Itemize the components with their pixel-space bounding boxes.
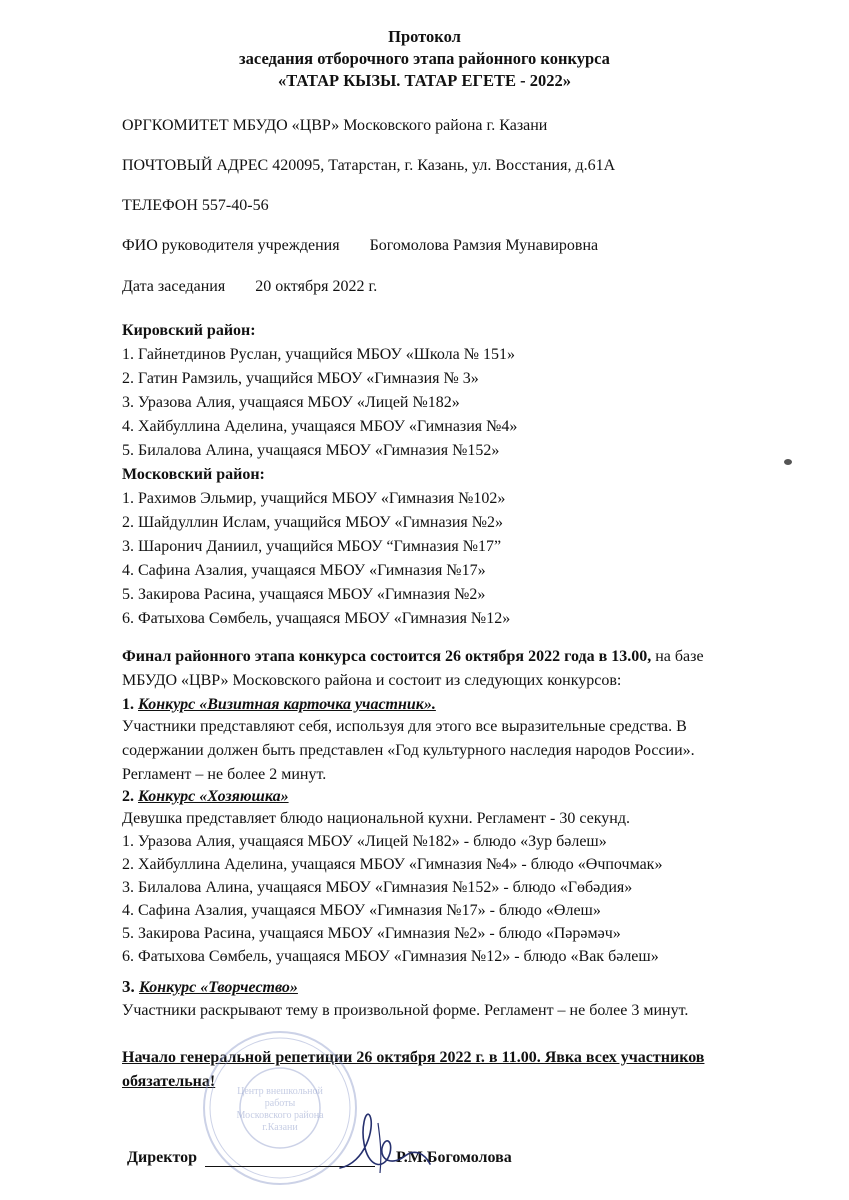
contest2-name: Конкурс «Хозяюшка» [138,788,289,805]
kirov-heading: Кировский район: [122,322,256,339]
final-line-2: МБУДО «ЦВР» Московского района и состоит из следующих конкурсов: [122,672,622,689]
date-label: Дата заседания [122,278,226,295]
date-value: 20 октября 2022 г. [255,278,378,295]
rehearsal-line-1: Начало генеральной репетиции 26 октября 2022 г. в 11.00. Явка всех участников [122,1049,705,1066]
contest3-heading [122,976,298,999]
head-name: Богомолова Рамзия Мунавировна [369,237,599,254]
stamp-line: Центр внешкольной [237,1086,323,1097]
contest2-number: 2. [122,788,138,805]
address-line: ПОЧТОВЫЙ АДРЕС 420095, Татарстан, г. Казань, ул. Восстания, д.61А [122,157,616,174]
contest1-name: Конкурс «Визитная карточка участник». [138,696,436,713]
contest2-heading [122,786,289,808]
date-line [122,276,377,298]
contest2-desc: Девушка представляет блюдо национальной кухни. Регламент - 30 секунд. [122,810,630,827]
orgcommittee-line: ОРГКОМИТЕТ МБУДО «ЦВР» Московского района г. Казани [122,117,548,134]
doc-subtitle: заседания отборочного этапа районного конкурса [239,49,610,68]
contest1-heading [122,694,436,716]
contest2-item: 1. Уразова Алия, учащаяся МБОУ «Лицей №182» - блюдо «Зур бәлеш» [122,833,607,850]
final-line-1 [122,646,704,668]
moscow-item: 3. Шаронич Даниил, учащийся МБОУ “Гимназия №17” [122,538,502,555]
head-label: ФИО руководителя учреждения [122,237,340,254]
kirov-item: 3. Уразова Алия, учащаяся МБОУ «Лицей №182» [122,394,460,411]
contest3-number: 3. [122,977,139,996]
stamp-line: Московского района [236,1110,324,1121]
signature-role: Директор [127,1149,197,1166]
moscow-item: 4. Сафина Азалия, учащаяся МБОУ «Гимназия №17» [122,562,486,579]
doc-title: Протокол [388,27,461,46]
stamp-line: работы [264,1098,296,1109]
contest1-desc: Участники представляют себя, используя для этого все выразительные средства. В [122,718,687,735]
contest2-item: 3. Билалова Алина, учащаяся МБОУ «Гимназия №152» - блюдо «Гөбәдия» [122,879,633,896]
phone-line: ТЕЛЕФОН 557-40-56 [122,197,269,214]
moscow-heading: Московский район: [122,466,265,483]
contest1-number: 1. [122,696,138,713]
contest3-name: Конкурс «Творчество» [139,979,298,996]
contest3-desc: Участники раскрывают тему в произвольной форме. Регламент – не более 3 минут. [122,1002,689,1019]
kirov-item: 4. Хайбуллина Аделина, учащаяся МБОУ «Гимназия №4» [122,418,518,435]
signature-name: Р.М.Богомолова [396,1149,512,1166]
kirov-item: 1. Гайнетдинов Руслан, учащийся МБОУ «Школа № 151» [122,346,516,363]
handwritten-signature [330,1108,440,1178]
contest-name: «ТАТАР КЫЗЫ. ТАТАР ЕГЕТЕ - 2022» [278,71,571,90]
contest1-desc: содержании должен быть представлен «Год культурного наследия народов России». [122,742,695,759]
final-rest: на базе [651,648,704,665]
moscow-item: 5. Закирова Расина, учащаяся МБОУ «Гимназия №2» [122,586,486,603]
moscow-item: 2. Шайдуллин Ислам, учащийся МБОУ «Гимназия №2» [122,514,504,531]
contest1-desc: Регламент – не более 2 минут. [122,766,327,783]
stamp-line: г.Казани [262,1122,298,1133]
contest2-item: 5. Закирова Расина, учащаяся МБОУ «Гимназия №2» - блюдо «Пәрәмәч» [122,925,621,942]
moscow-item: 1. Рахимов Эльмир, учащийся МБОУ «Гимназия №102» [122,490,506,507]
final-bold: Финал районного этапа конкурса состоится 26 октября 2022 года в 13.00, [122,648,652,665]
moscow-item: 6. Фатыхова Сөмбель, учащаяся МБОУ «Гимназия №12» [122,610,511,627]
rehearsal-line-2: обязательна! [122,1073,216,1090]
kirov-item: 2. Гатин Рамзиль, учащийся МБОУ «Гимназия № 3» [122,370,479,387]
scan-speck [783,458,793,466]
head-line [122,235,598,257]
kirov-item: 5. Билалова Алина, учащаяся МБОУ «Гимназия №152» [122,442,500,459]
contest2-item: 2. Хайбуллина Аделина, учащаяся МБОУ «Гимназия №4» - блюдо «Өчпочмак» [122,856,663,873]
contest2-item: 6. Фатыхова Сөмбель, учащаяся МБОУ «Гимназия №12» - блюдо «Вак бәлеш» [122,948,659,965]
contest2-item: 4. Сафина Азалия, учащаяся МБОУ «Гимназия №17» - блюдо «Өлеш» [122,902,601,919]
